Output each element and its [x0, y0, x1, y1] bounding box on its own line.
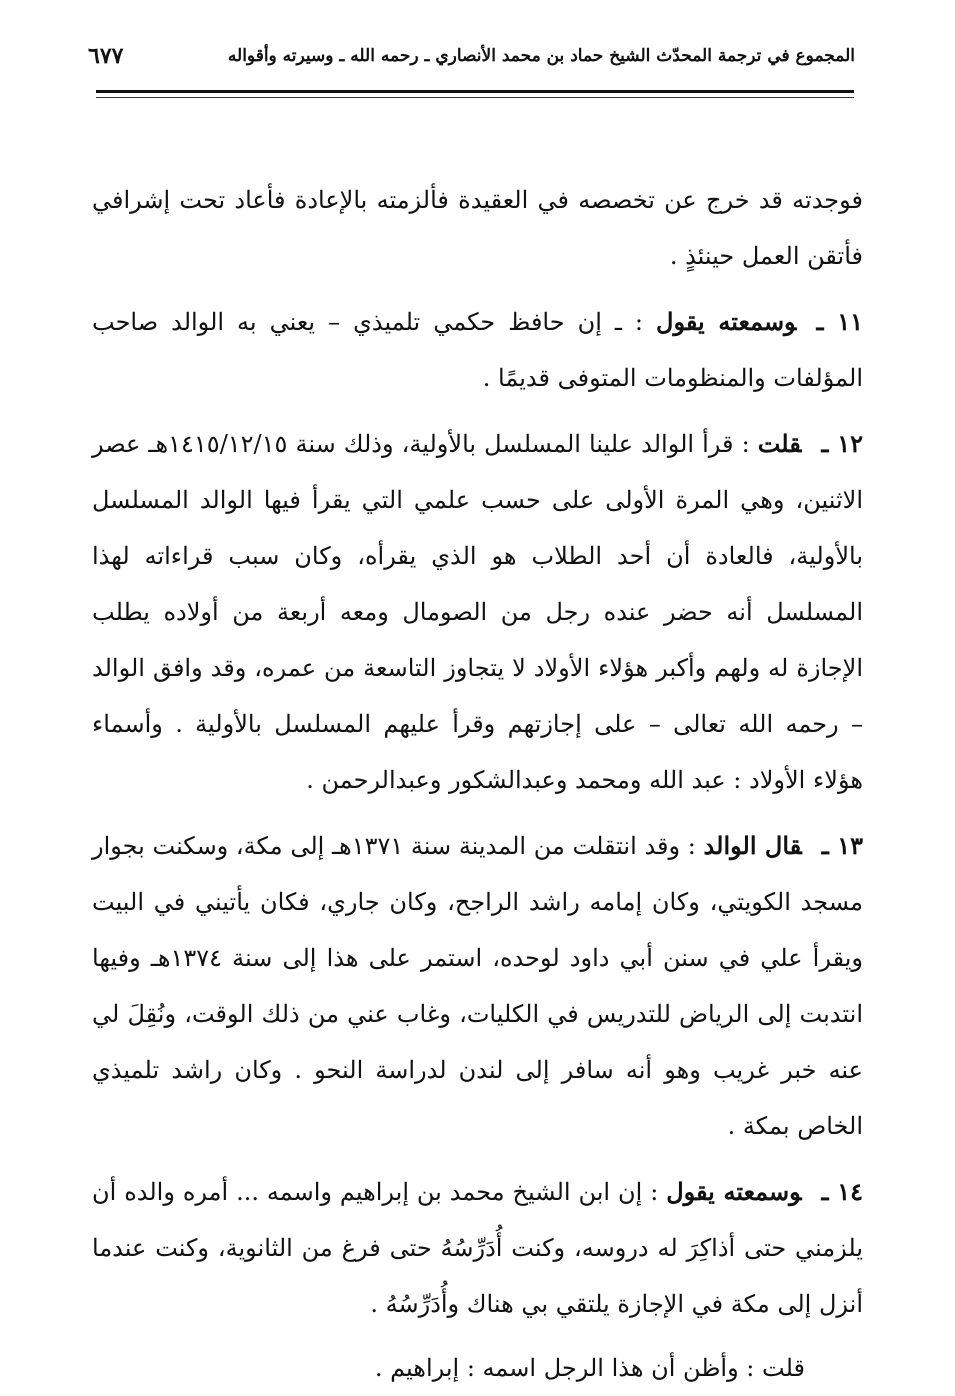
paragraph-item-14 [92, 1164, 863, 1332]
paragraph-item-12 [92, 416, 863, 808]
item-lead: قلت [757, 429, 802, 458]
paragraph-text: فوجدته قد خرج عن تخصصه في العقيدة فألزمته بالإعادة فأعاد تحت إشرافي فأتقن العمل حينئذٍ . [92, 186, 863, 270]
paragraph-text: : وقد انتقلت من المدينة سنة ١٣٧١هـ إلى مكة، وسكنت بجوار مسجد الكويتي، وكان إمامه راشد الراجح، وكان جاري، فكان يأتيني في البيت ويقرأ علي في سنن أبي داود لوحده، استمر على هذا إلى سنة ١٣٧٤هـ وفيها انتدبت إلى الرياض للتدريس في الكليات، وغاب عني من ذلك الوقت، ونُقِلَ لي عنه خبر غريب وهو أنه سافر إلى لندن لدراسة النحو . وكان راشد تلميذي الخاص بمكة . [92, 832, 864, 1140]
body-text [92, 172, 863, 1396]
running-header [88, 36, 855, 76]
item-number: ١٤ ـ [821, 1177, 863, 1206]
paragraph-text: : قرأ الوالد علينا المسلسل بالأولية، وذلك سنة ١٤١٥/١٢/١٥هـ عصر الاثنين، وهي المرة الأولى على حسب علمي التي يقرأ فيها الوالد المسلسل بالأولية، فالعادة أن أحد الطلاب هو الذي يقرأه، وكان سبب قراءاته لهذا المسلسل أنه حضر عنده رجل من الصومال ومعه أربعة من أولاده يطلب الإجازة له ولهم وأكبر هؤلاء الأولاد لا يتجاوز التاسعة من عمره، وقد وافق الوالد – رحمه الله تعالى – على إجازتهم وقرأ عليهم المسلسل بالأولية . وأسماء هؤلاء الأولاد : عبد الله ومحمد وعبدالشكور وعبدالرحمن . [92, 430, 864, 794]
item-lead: وسمعته يقول [666, 1177, 802, 1206]
header-rule-thin [96, 97, 854, 98]
item-lead: قال الوالد [703, 831, 802, 860]
item-lead: وسمعته يقول [656, 307, 797, 336]
closing-note: قلت : وأظن أن هذا الرجل اسمه : إبراهيم . [374, 1354, 805, 1382]
paragraph-item-11 [92, 294, 863, 406]
paragraph-text: : ـ إن حافظ حكمي تلميذي – يعني به الوالد صاحب المؤلفات والمنظومات المتوفى قديمًا . [92, 308, 863, 392]
item-number: ١١ ـ [816, 307, 863, 336]
header-rule-thick [96, 90, 854, 93]
header-title: المجموع في ترجمة المحدّث الشيخ حماد بن محمد الأنصاري ـ رحمه الله ـ وسيرته وأقواله [227, 46, 855, 66]
item-number: ١٣ ـ [821, 831, 864, 860]
paragraph-text: : إن ابن الشيخ محمد بن إبراهيم واسمه ... أمره والده أن يلزمني حتى أذاكِرَ له دروسه، وكنت أُدَرِّسُهُ حتى فرغ من الثانوية، وكنت عندما أنزل إلى مكة في الإجازة يلتقي بي هناك وأُدَرِّسُهُ . [92, 1178, 863, 1318]
item-number: ١٢ ـ [821, 429, 863, 458]
paragraph-item-13 [92, 818, 863, 1154]
paragraph-continuation [92, 172, 863, 284]
page-number: ٦٧٧ [88, 43, 124, 69]
